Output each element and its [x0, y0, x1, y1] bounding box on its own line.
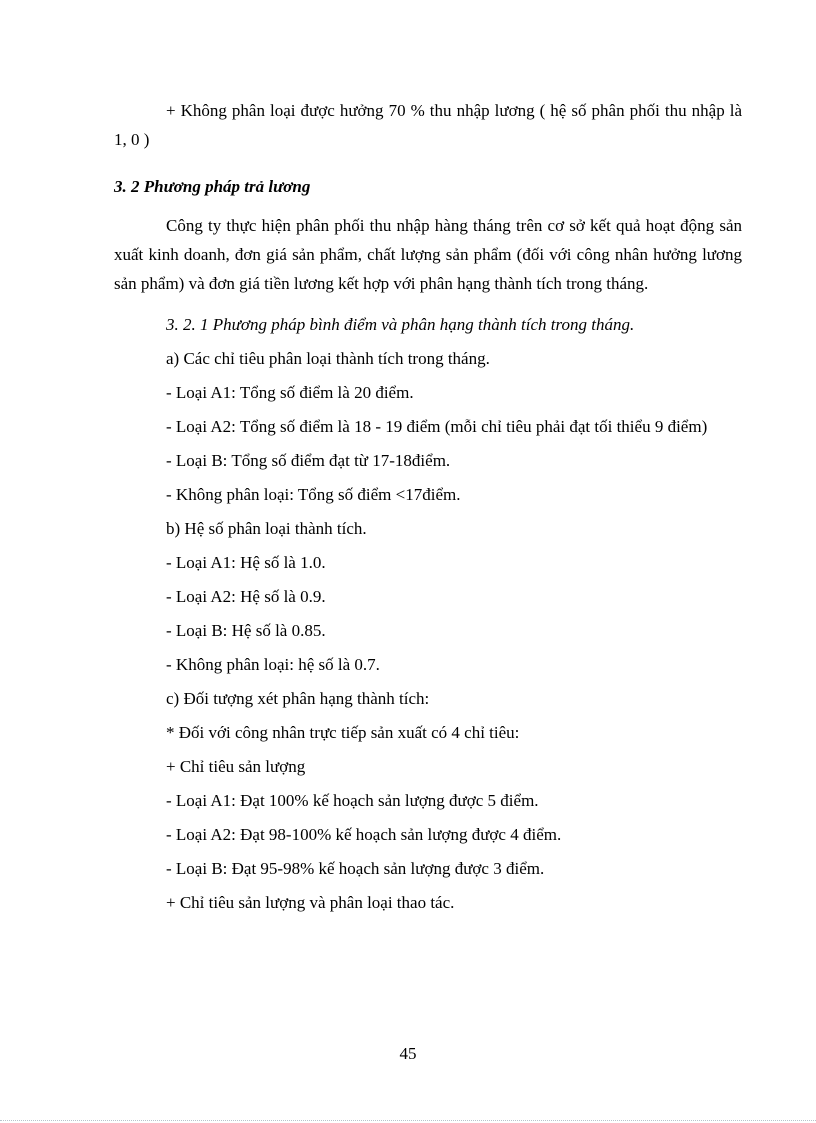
list-item: - Loại A2: Đạt 98-100% kế hoạch sản lượng được 4 điểm. — [166, 825, 562, 844]
section-heading: 3. 2 Phương pháp trả lương — [114, 177, 311, 196]
list-item: - Loại B: Đạt 95-98% kế hoạch sản lượng được 3 điểm. — [166, 859, 545, 878]
list-item: - Không phân loại: hệ số là 0.7. — [166, 655, 380, 674]
list-item: - Loại A2: Hệ số là 0.9. — [166, 587, 326, 606]
list-item: - Loại B: Tổng số điểm đạt từ 17-18điểm. — [166, 451, 451, 470]
list-item: - Loại A1: Hệ số là 1.0. — [166, 553, 326, 572]
list-item: + Chỉ tiêu sản lượng và phân loại thao tác. — [166, 893, 455, 912]
list-item: - Loại B: Hệ số là 0.85. — [166, 621, 326, 640]
list-item: * Đối với công nhân trực tiếp sản xuất có 4 chỉ tiêu: — [166, 723, 520, 742]
paragraph: + Không phân loại được hưởng 70 % thu nhập lương ( hệ số phân phối thu nhập là 1, 0 ) — [114, 101, 742, 149]
list-item: - Loại A1: Đạt 100% kế hoạch sản lượng được 5 điểm. — [166, 791, 539, 810]
list-item: - Loại A1: Tổng số điểm là 20 điểm. — [166, 383, 414, 402]
list-item: b) Hệ số phân loại thành tích. — [166, 519, 367, 538]
paragraph: Công ty thực hiện phân phối thu nhập hàng tháng trên cơ sở kết quả hoạt động sản xuất kinh doanh, đơn giá sản phẩm, chất lượng sản phẩm (đối với công nhân hưởng lương sản phẩm) và đơn giá tiền lương kết hợp với phân hạng thành tích trong tháng. — [114, 216, 742, 293]
page-edge-divider — [0, 1120, 816, 1121]
list-item: - Không phân loại: Tổng số điểm <17điểm. — [166, 485, 461, 504]
page-number: 45 — [399, 1044, 417, 1063]
list-item: a) Các chỉ tiêu phân loại thành tích trong tháng. — [166, 349, 490, 368]
list-item: + Chỉ tiêu sản lượng — [166, 757, 306, 776]
subsection-heading: 3. 2. 1 Phương pháp bình điểm và phân hạng thành tích trong tháng. — [166, 315, 635, 334]
list-item: - Loại A2: Tổng số điểm là 18 - 19 điểm (mỗi chỉ tiêu phải đạt tối thiểu 9 điểm) — [166, 417, 708, 436]
document-body — [114, 96, 742, 920]
list-item: c) Đối tượng xét phân hạng thành tích: — [166, 689, 430, 708]
